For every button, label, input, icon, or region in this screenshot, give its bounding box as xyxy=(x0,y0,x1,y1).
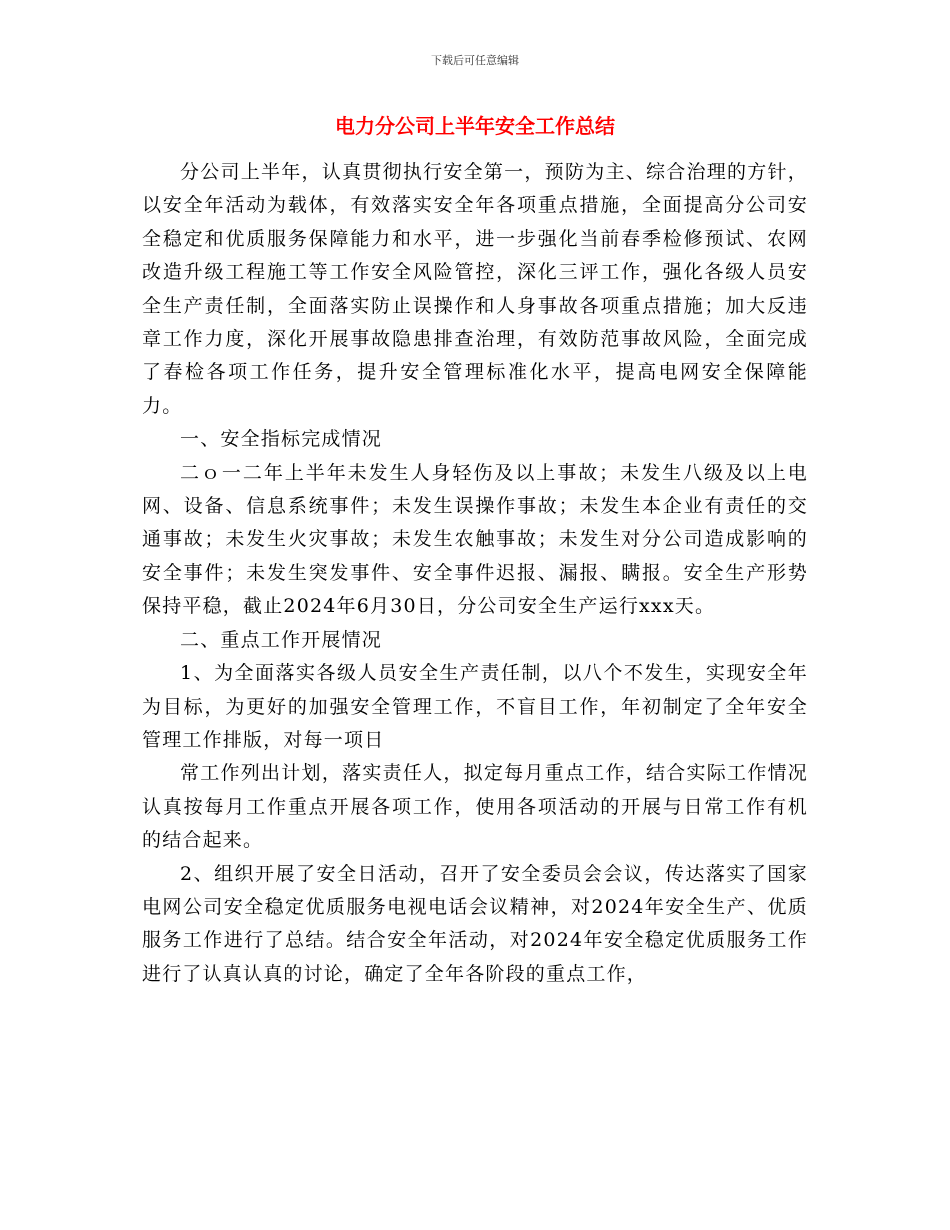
safety-indicators-paragraph: 二ｏ一二年上半年未发生人身轻伤及以上事故；未发生八级及以上电网、设备、信息系统事件；未发生误操作事故；未发生本企业有责任的交通事故；未发生火灾事故；未发生农触事故；未发生对分公司造成影响的安全事件；未发生突发事件、安全事件迟报、漏报、瞒报。安全生产形势保持平稳，截止2024年6月30日，分公司安全生产运行xxx天。 xyxy=(142,461,808,618)
document-body xyxy=(142,156,808,991)
key-work-item-1-paragraph: 1、为全面落实各级人员安全生产责任制，以八个不发生，实现安全年为目标，为更好的加强安全管理工作，不盲目工作，年初制定了全年安全管理工作排版，对每一项日 xyxy=(142,662,808,751)
header-note: 下载后可任意编辑 xyxy=(431,54,519,67)
key-work-item-2-paragraph: 2、组织开展了安全日活动，召开了安全委员会会议，传达落实了国家电网公司安全稳定优质服务电视电话会议精神，对2024年安全生产、优质服务工作进行了总结。结合安全年活动，对2024年安全稳定优质服务工作进行了认真认真的讨论，确定了全年各阶段的重点工作， xyxy=(142,862,808,985)
intro-paragraph: 分公司上半年，认真贯彻执行安全第一，预防为主、综合治理的方针，以安全年活动为载体，有效落实安全年各项重点措施，全面提高分公司安全稳定和优质服务保障能力和水平，进一步强化当前春季检修预试、农网改造升级工程施工等工作安全风险管控，深化三评工作，强化各级人员安全生产责任制，全面落实防止误操作和人身事故各项重点措施；加大反违章工作力度，深化开展事故隐患排查治理，有效防范事故风险，全面完成了春检各项工作任务，提升安全管理标准化水平，提高电网安全保障能力。 xyxy=(142,161,808,417)
document-title: 电力分公司上半年安全工作总结 xyxy=(335,114,615,138)
section-heading-safety-indicators: 一、安全指标完成情况 xyxy=(180,428,383,451)
key-work-item-1-continued-paragraph: 常工作列出计划，落实责任人，拟定每月重点工作，结合实际工作情况认真按每月工作重点开展各项工作，使用各项活动的开展与日常工作有机的结合起来。 xyxy=(142,762,808,852)
section-heading-key-work: 二、重点工作开展情况 xyxy=(180,628,383,651)
